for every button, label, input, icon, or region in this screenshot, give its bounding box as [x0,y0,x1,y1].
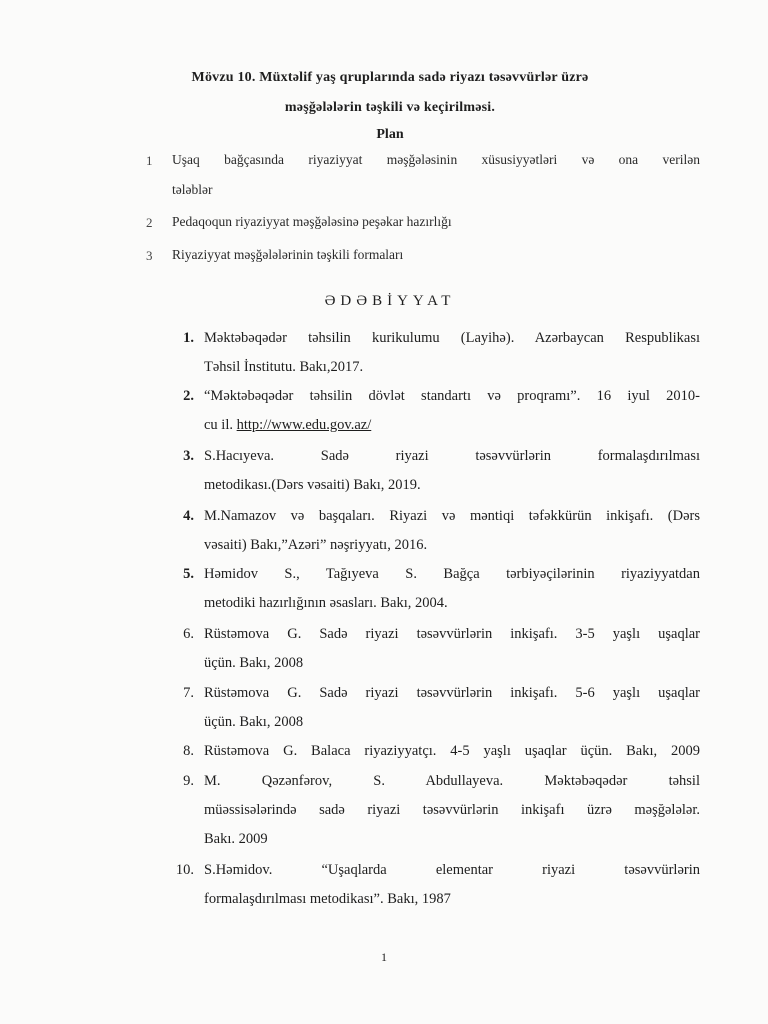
reference-text: S.Həmidov. “Uşaqlarda elementar riyazi təsəvvürlərin [204,862,700,878]
reference-text: Təhsil İnstitutu. Bakı,2017. [204,359,364,375]
reference-text: “Məktəbəqədər təhsilin dövlət standartı və proqramı”. 16 iyul 2010- [204,388,700,404]
plan-item-text: tələblər [172,182,213,197]
reference-text: metodiki hazırlığının əsasları. Bakı, 2004. [204,595,448,611]
plan-heading: Plan [376,127,404,142]
reference-text: metodikası.(Dərs vəsaiti) Bakı, 2019. [204,477,421,493]
topic-title-line-2: məşğələlərin təşkili və keçirilməsi. [284,100,496,115]
reference-number: 8. [183,743,194,759]
reference-text: Həmidov S., Tağıyeva S. Bağça tərbiyəçilərinin riyaziyyatdan [204,566,700,582]
reference-text: Rüstəmova G. Sadə riyazi təsəvvürlərin inkişafı. 3-5 yaşlı uşaqlar [204,626,700,642]
reference-number: 4. [183,508,194,524]
reference-text: Rüstəmova G. Sadə riyazi təsəvvürlərin inkişafı. 5-6 yaşlı uşaqlar [204,685,700,701]
reference-text: üçün. Bakı, 2008 [204,714,304,730]
plan-item-number: 3 [146,248,153,263]
reference-text: üçün. Bakı, 2008 [204,655,304,671]
reference-text: vəsaiti) Bakı,”Azəri” nəşriyyatı, 2016. [204,537,428,553]
reference-number: 9. [183,773,194,789]
reference-number: 2. [183,388,194,404]
reference-text: Rüstəmova G. Balaca riyaziyyatçı. 4-5 yaşlı uşaqlar üçün. Bakı, 2009 [204,743,700,759]
reference-text: formalaşdırılması metodikası”. Bakı, 1987 [204,891,451,907]
literature-heading: ƏDƏBİYYAT [324,293,456,309]
reference-text: M.Namazov və başqaları. Riyazi və məntiqi təfəkkürün inkişafı. (Dərs [204,508,700,524]
page-number: 1 [381,950,387,964]
topic-title-line-1: Mövzu 10. Müxtəlif yaş qruplarında sadə riyazı təsəvvürlər üzrə [191,70,589,85]
plan-item-text: Pedaqoqun riyaziyyat məşğələsinə peşəkar hazırlığı [172,214,452,229]
reference-link[interactable]: http://www.edu.gov.az/ [236,417,372,433]
plan-item-number: 2 [146,215,153,230]
reference-number: 3. [183,448,194,464]
reference-number: 1. [183,330,194,346]
reference-text: M. Qəzənfərov, S. Abdullayeva. Məktəbəqədər təhsil [204,773,700,789]
reference-number: 5. [183,566,194,582]
plan-item-text: Uşaq bağçasında riyaziyyat məşğələsinin xüsusiyyətləri və ona verilən [172,152,700,167]
reference-text: S.Hacıyeva. Sadə riyazi təsəvvürlərin formalaşdırılması [204,448,700,464]
plan-item-number: 1 [146,153,153,168]
reference-number: 10. [175,862,194,878]
plan-item-text: Riyaziyyat məşğələlərinin təşkili formaları [172,247,404,262]
reference-number: 7. [183,685,194,701]
reference-text: cu il. [204,417,237,433]
reference-text-line [204,417,371,434]
reference-text: müəssisələrində sadə riyazi təsəvvürlərin inkişafı üzrə məşğələlər. [204,802,700,818]
reference-number: 6. [183,626,194,642]
reference-text: Bakı. 2009 [204,831,268,847]
reference-text: Məktəbəqədər təhsilin kurikulumu (Layihə). Azərbaycan Respublikası [204,330,700,346]
